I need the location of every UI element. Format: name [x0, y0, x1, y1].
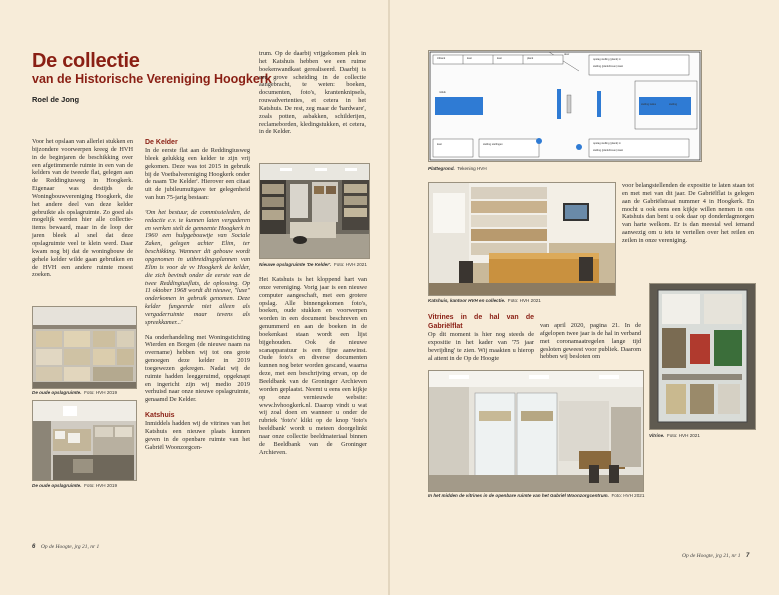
caption-title: Nieuwe opslagruimte 'De Kelder'.: [259, 262, 332, 267]
quote: 'Om het bestuur, de commissieleden, de redactie e.v. te kunnen laten vergaderen en werken stelt de gemeente Hoogkerk in 1960 een hulpgebouwtje van Sociale Zaken, gelegen achter Elim, ter beschikking. Wanneer dit gebouw wordt opgenomen in uitbreidingsplannen van Elim is voor de vv Hoogkerk de kelder, die zich bevindt onder de eerste van de twee Reddingiusflats, de oplossing. Op 11 oktober 1968 wordt dit nieuwe, "luxe" onderkomen in gebruik genomen. Deze kelder fungeerde niet alleen als vergaderruimte maar tevens als spreekkamer...': [145, 208, 250, 326]
plan-label: plank: [527, 57, 534, 60]
plan-label: rolluik: [439, 91, 446, 94]
photo-new-storage-kelder: [259, 163, 370, 259]
photo-hall-vitrines: [428, 370, 644, 492]
photo-vitrine: [649, 283, 756, 430]
paragraph: van april 2020, pagina 21. In de afgelopen twee jaar is de hal in verband met coronamaatregelen lange tijd gesloten geweest voor publiek. Daarom hebben wij besloten om: [540, 322, 641, 361]
paragraph: Voor het opslaan van allerlei stukken en bijzondere voorwerpen kreeg de HVH in de beginjaren de beschikking over een afgetimmerde ruimte in een van de kelders van de tweede flat, gelegen aan de Reddingiusweg in Hoogkerk. Eigenaar was destijds de Woningbouwvereniging Hoogkerk, die het andere deel van deze kelder gebruikte als opslagruimte. Zo goed als mogelijk werden hier alle collectie-items bewaard, maar in de loop der jaren bleek al snel dat deze opslagruimte veel te klein werd. Daar kwam nog bij dat de woningbouw de gehele kelder wilde gaan gebruiken en de HVH een andere ruimte moest zoeken.: [32, 138, 133, 279]
heading-kelder: De Kelder: [145, 139, 178, 146]
photo-old-storage-2: [32, 400, 137, 481]
article-subtitle: van de Historische Vereniging Hoogkerk: [32, 72, 272, 86]
heading-vitrines: Vitrines in de hal van de Gabriëlflat: [428, 314, 534, 330]
column-1: [32, 138, 133, 286]
caption-katshuis: [428, 298, 618, 304]
plan-label: stelling: [669, 103, 678, 106]
plan-label: kast: [467, 57, 472, 60]
plan-label: stelling (plank/boven) kast: [593, 149, 623, 152]
photo-old-storage-1: [32, 306, 137, 389]
paragraph: Op dit moment is hier nog steeds de expositie in het kader van '75 jaar bevrijding' te zien. Wij maakten u hierop al attent in de Op de Hoogte: [428, 331, 534, 362]
caption-vitrine: [649, 433, 759, 439]
column-2: [145, 138, 250, 459]
column-6: [622, 182, 754, 252]
caption-title: In het midden de vitrines in de openbare ruimte van het Gabriël Woonzorgcentrum.: [428, 493, 609, 498]
plan-label: opslag stelling (plank) in: [593, 142, 621, 145]
plan-label: deur: [564, 53, 570, 56]
paragraph: In de eerste flat aan de Reddingiusweg bleek gelukkig een kelder te zijn vrij gekomen. Deze was tot 2015 in gebruik bij de Voetbalvereniging Hoogkerk onder de naam 'De Kelder'. Hierover een citaat uit de jubileumuitgave ter gelegenheid van hun 75-jarig bestaan:: [145, 147, 250, 202]
page-gutter: [388, 0, 390, 595]
caption-old-storage-1: [32, 390, 135, 396]
footer-left: [32, 544, 99, 550]
paragraph: voor belangstellenden de expositie te laten staan tot en met mei van dit jaar. De Gabriëlflat is gelegen aan de Gabriëlstraat nummer 4 in Hoogkerk. En mocht u ook eens een kijkje willen nemen in ons Katshuis dan bent u ook daar op donderdagmorgen van harte welkom. Er is dan meestal wel iemand aanwezig om u iets te vertellen over het reilen en zeilen in onze vereniging.: [622, 182, 754, 244]
caption-title: Katshuis, kantoor HVH en collectie.: [428, 298, 506, 303]
column-5: [540, 322, 641, 368]
caption-title: Plattegrond.: [428, 166, 455, 171]
column-4: [428, 313, 534, 369]
caption-title: De oude opslagruimte.: [32, 483, 82, 488]
plan-label: kast: [437, 143, 442, 146]
photo-katshuis-office: [428, 182, 616, 296]
plan-label: zitbank: [437, 57, 446, 60]
plan-label: stelling (plank/boven) kast: [593, 65, 623, 68]
caption-credit: Foto: HVH 2021: [507, 298, 541, 303]
plan-label: kast: [497, 57, 502, 60]
caption-credit: Foto: HVH 2021: [333, 262, 367, 267]
plan-label: stelling stellingen: [483, 143, 503, 146]
paragraph: Het Katshuis is het kloppend hart van onze vereniging. Vorig jaar is een nieuwe computer aangeschaft, met een grotere opslag. Alle binnengekomen foto's, boeken, oude stukken en voorwerpen worden in een document beschreven en genummerd en aan de boeken in de boekenkast staan wordt een lijst bijgehouden. Ook de nieuwe scanapparatuur is een fijne aanwinst. Oude foto's en diverse documenten kunnen nog beter worden gescand, waarna deze, met een beschrijving ervan, op de Beeldbank van de Groninger Archieven worden geplaatst. Neemt u eens een kijkje op onze vernieuwde website: www.hvhoogkerk.nl. Daarop vindt u wat wij zoal doen en wanneer u onder de rubriek 'foto's' klikt op de knop 'foto's beeldbank' wordt u meteen doorgelinkt naar onze collectie beeldmateriaal binnen de Beeldbank van de Groninger Archieven.: [259, 276, 367, 456]
plan-label: stelling lades: [641, 103, 656, 106]
page-number-right: 7: [745, 553, 750, 559]
article-title: De collectie: [32, 50, 140, 72]
caption-credit: Foto: HVH 2021: [611, 493, 645, 498]
article-author: Roel de Jong: [32, 95, 80, 104]
heading-katshuis: Katshuis: [145, 412, 175, 420]
paragraph: Na onderhandeling met Woningstichting Wierden en Borgen (de nieuwe naam na overname) hebben wij tot ons grote genoegen deze kelder in 2019 toegewezen gekregen. Nadat wij de ruimte hadden leeggeruimd, opgeknapt en ingericht zijn wij medio 2019 verhuisd naar onze nieuwe opslagruimte, genaamd De Kelder.: [145, 333, 250, 404]
paragraph: trum. Op de daarbij vrijgekomen plek in het Katshuis hebben we een ruime boekenwandkast gerealiseerd. Daarbij is een grove scheiding in de collectie aangebracht, te weten: boeken, documenten, foto's, krantenknipsels, rouwadvertenties, et cetera in het Katshuis. De rest, zeg maar de 'hardware', zoals potten, asbakken, schilderijen, reclameborden, kledingstukken, et cetera, in de Kelder.: [259, 50, 366, 136]
column-3-bottom: [259, 276, 367, 463]
paragraph: Inmiddels hadden wij de vitrines van het Katshuis een nieuwe plaats kunnen geven in de openbare ruimte van het Gabriël Woonzorgcen-: [145, 420, 250, 451]
caption-credit: Foto: HVH 2019: [84, 483, 118, 488]
footer-right: [682, 553, 749, 559]
footer-publication: Op de Hoogte, jrg 21, nr 1: [682, 553, 741, 559]
caption-hall: [428, 493, 658, 499]
caption-new-storage: [259, 262, 379, 268]
caption-floor-plan: [428, 166, 628, 172]
footer-publication: Op de Hoogte, jrg 21, nr 1: [40, 544, 100, 550]
caption-credit: Foto: HVH 2019: [84, 390, 118, 395]
caption-title: De oude opslagruimte.: [32, 390, 82, 395]
floor-plan: [428, 50, 702, 162]
caption-credit: Foto: HVH 2021: [666, 433, 700, 438]
caption-old-storage-2: [32, 483, 135, 489]
plan-label: opslag stelling (plank) in: [593, 58, 621, 61]
column-3-top: [259, 50, 366, 143]
page-number-left: 6: [32, 544, 36, 550]
caption-credit: Tekening HVH: [457, 166, 487, 171]
caption-title: Vitrine.: [649, 433, 665, 438]
